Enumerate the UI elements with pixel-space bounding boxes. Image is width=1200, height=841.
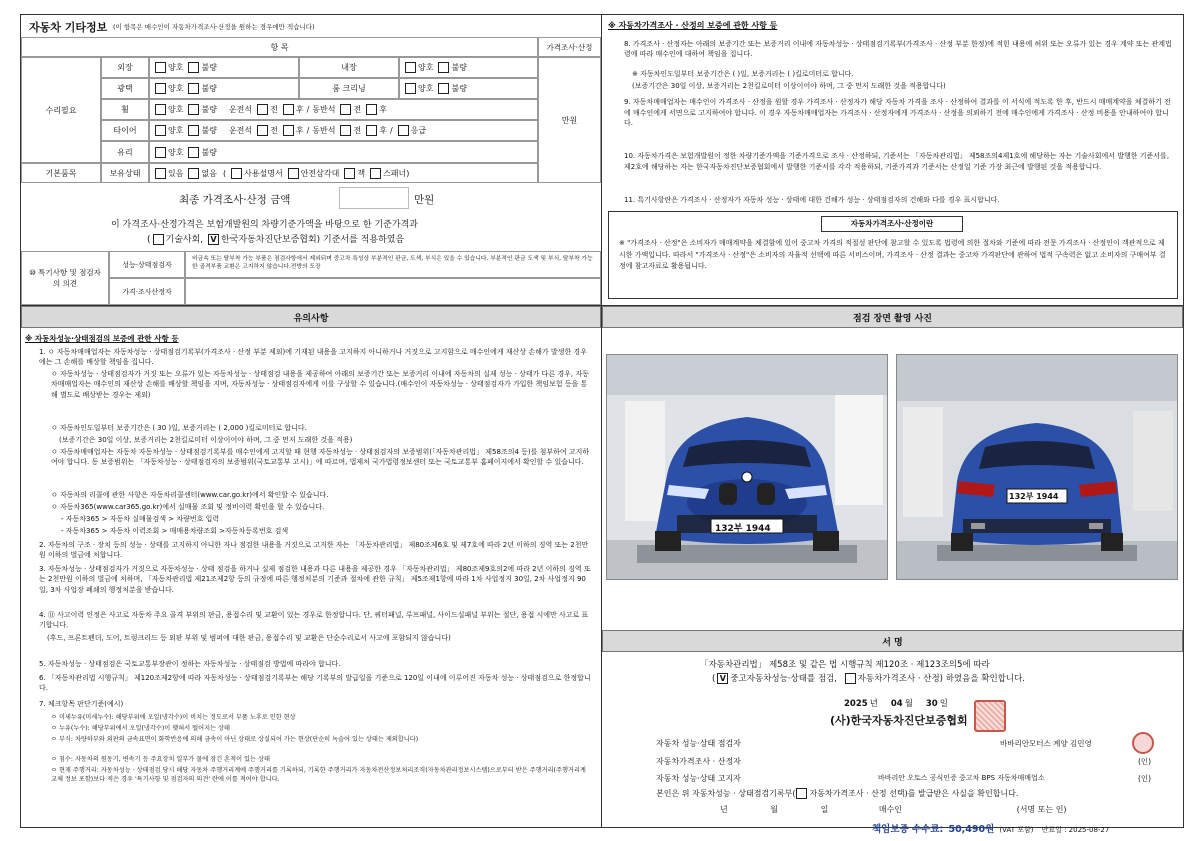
price-definition-title: 자동차가격조사·산정이란 bbox=[850, 219, 934, 228]
fee-expiry: 만료일 : 2025-08-27 bbox=[1041, 826, 1110, 834]
sign-price-checkbox[interactable] bbox=[845, 673, 856, 684]
wheel-passenger-rear-checkbox[interactable] bbox=[366, 104, 377, 115]
tire-emergency-checkbox[interactable] bbox=[398, 125, 409, 136]
opt-label: 양호 bbox=[168, 105, 184, 114]
price-warranty-item-11: 11. 특기사항란은 가격조사 · 산정자가 자동차 성능 · 상태에 대한 건해가 성능 · 상태점검자의 건해와 다를 경우 표시합니다. bbox=[624, 196, 1000, 204]
room-good-checkbox[interactable] bbox=[405, 83, 416, 94]
fee-vat: (VAT 포함) bbox=[999, 826, 1034, 834]
sign-notice bbox=[656, 788, 1018, 799]
fee-value: 50,490원 bbox=[948, 824, 995, 835]
vertical-divider bbox=[601, 15, 602, 827]
opt-label: 양호 bbox=[168, 147, 184, 157]
notes-item-1d: (보증기간은 30일 이상, 보증거리는 2천킬로미터 이상이어야 하며, 그 중 먼저 도래한 것을 적용) bbox=[59, 436, 353, 444]
sign-used-car-checkbox[interactable]: V bbox=[717, 673, 728, 684]
front-plate-text: 132부 1944 bbox=[715, 524, 771, 534]
notes-item-4: 4. ⑪ 사고이력 인정은 사고로 자동차 주요 골격 부위의 판금, 용접수리 및 교환이 있는 경우로 한정합니다. 단, 쿼터패널, 루프패널, 사이드실패널 부위는 절단, 용접 시에만 사고로 표기합니다. bbox=[39, 611, 589, 630]
spanner-checkbox[interactable] bbox=[370, 168, 381, 179]
price-warranty-item-8-period: ※ 자동차인도일부터 보증기간은 ( )일, 보증거리는 ( )킬로미터로 합니다. bbox=[632, 70, 854, 78]
buyer-label: 매수인 bbox=[878, 805, 903, 814]
opt-label: 양호 bbox=[168, 126, 184, 135]
price-warranty-title: ※ 자동차가격조사 · 산정의 보증에 관한 사항 등 bbox=[608, 21, 778, 30]
notes-item-1c: ㅇ 자동차인도일부터 보증기간은 ( 30 )일, 보증거리는 ( 2,000 )킬로미터로 합니다. bbox=[51, 424, 307, 432]
price-warranty-item-8: 8. 가격조사 · 산정자는 아래의 보증기간 또는 보증거리 이내에 자동차성능 · 상태점검기록부(가격조사 · 산정 부분 한정)에 적힌 내용에 허위 또는 오류가 있는 경우 계약 또는 관계법령에 따라 매수인에 대하여 책임을 집니다. bbox=[624, 40, 1172, 58]
exterior-bad-checkbox[interactable] bbox=[188, 62, 199, 73]
notes-item-1f: ㅇ 자동차의 리콜에 관한 사항은 자동차리콜센터(www.car.go.kr)에서 확인할 수 있습니다. bbox=[51, 491, 329, 499]
notes-subtitle: ※ 자동차성능·상태점검의 보증에 관한 사항 등 bbox=[25, 334, 179, 343]
final-price-input[interactable] bbox=[339, 187, 409, 209]
notes-header-label: 유의사항 bbox=[293, 313, 329, 324]
opt-label: 양호 bbox=[418, 63, 434, 72]
opt-label: 후 bbox=[295, 126, 304, 135]
opt-label: 양호 bbox=[418, 84, 434, 93]
basis-options: ( 기술사회, V 한국자동차진단보증협회) 기준서를 적용하였음 bbox=[147, 235, 405, 245]
basic-none-checkbox[interactable] bbox=[188, 168, 199, 179]
opt-label: 불량 bbox=[201, 63, 217, 72]
fee-row bbox=[872, 817, 1183, 835]
perf-label: 성능·상태점검자 bbox=[122, 260, 172, 269]
price-warranty-item-8-note: (보증기간은 30일 이상, 보증거리는 2천킬로미터 이상이어야 하며, 그 중 먼저 도래한 것을 적용합니다) bbox=[632, 82, 946, 90]
tire-driver-front-checkbox[interactable] bbox=[257, 125, 268, 136]
other-info-note: (이 항목은 매수인이 자동차가격조사·산정을 원하는 경우에만 적습니다) bbox=[113, 23, 315, 31]
opt-label: 후 bbox=[379, 126, 387, 135]
manual-checkbox[interactable] bbox=[231, 168, 242, 179]
header-price-label: 가격조사·산정 bbox=[546, 42, 593, 52]
sign-day: 30 bbox=[925, 699, 938, 709]
car-rear-illustration bbox=[897, 355, 1177, 579]
other-info-title: 자동차 기타정보 bbox=[29, 21, 108, 34]
role2-value: (인) bbox=[1138, 757, 1152, 766]
car-front-photo bbox=[606, 354, 888, 580]
opt-label: 전 bbox=[270, 126, 278, 135]
price-column bbox=[538, 57, 601, 183]
row-wheel-opts: 양호 불량 운전석 전 후 / 동반석 전 후 bbox=[149, 99, 538, 120]
opt-label: 후 bbox=[295, 105, 304, 114]
row-exterior-opts bbox=[149, 57, 299, 78]
sign-notice-checkbox[interactable] bbox=[796, 788, 807, 799]
glass-good-checkbox[interactable] bbox=[155, 147, 166, 158]
role3-seal: (인) bbox=[1138, 774, 1152, 783]
row-room-name bbox=[299, 78, 399, 99]
row-exterior-label: 외장 bbox=[117, 63, 133, 72]
triangle-checkbox[interactable] bbox=[288, 168, 299, 179]
notes-item-1h: - 자동차365 > 자동차 실매물검색 > 차량번호 입력 bbox=[61, 515, 220, 523]
sign-month-unit: 월 bbox=[904, 699, 913, 709]
driver-seat-label: 운전석 bbox=[228, 105, 253, 114]
tire-driver-rear-checkbox[interactable] bbox=[283, 125, 294, 136]
group-basic bbox=[21, 163, 101, 183]
basis-opt2-label: 한국자동차진단보증협회 bbox=[221, 235, 317, 245]
sign-buyer-row bbox=[720, 804, 1180, 815]
sign-day-unit: 일 bbox=[939, 699, 948, 709]
notes-item-1b: ㅇ 자동차성능 · 상태점검자가 거짓 또는 오류가 있는 자동차성능 · 상태점검 내용을 제공하여 아래의 보증기간 또는 보증거리 이내에 자동차의 실제 성능 · 상태가 다른 경우, 자동차매매업자는 매수인의 재산상 손해를 배상할 책임을 지며, 자동차성능 · 상태점검자에게 이를 구상할 수 있습니다.(매수인이 자동차성능 · 상태점검자가 가입한 책임보험 등을 통해 별도로 배상받는 경우는 제외) bbox=[51, 370, 589, 399]
basic-status-label: 보유상태 bbox=[109, 168, 141, 178]
wheel-driver-front-checkbox[interactable] bbox=[257, 104, 268, 115]
wheel-good-checkbox[interactable] bbox=[155, 104, 166, 115]
notes-item-3: 3. 자동차성능 · 상태점검자가 거짓으로 자동차성능 · 상태 점검을 하거나 실제 점검한 내용과 다른 내용을 제공한 경우 「자동차관리법」 제80조제9호의2에 따라 2년 이하의 징역 또는 2천만원 이하의 벌금에 처하며, 「자동차관리법 제21조제2항 등의 규정에 따른 행정처분의 기준과 절차에 관한 규칙」 제5조제1항에 따라 1차 사업정지 30일, 2차 사업정지 90일, 3차 사업장 폐쇄의 행정처분을 받습니다. bbox=[39, 565, 591, 594]
role3-value: 바바리안 오토스 공식인증 중고차 BPS 자동차매매업소 bbox=[878, 774, 1045, 782]
opt-label: 안전삼각대 bbox=[300, 168, 340, 178]
sign-notice-suffix: 자동차가격조사 · 산정 선택)를 발급받은 사실을 확인합니다. bbox=[809, 789, 1019, 798]
sign-org: (사)한국자동차진단보증협회 bbox=[830, 714, 968, 727]
row-glass-opts bbox=[149, 141, 538, 163]
price-definition-title-box bbox=[821, 216, 963, 232]
row-interior-name bbox=[299, 57, 399, 78]
row-gloss-label: 광택 bbox=[117, 84, 133, 93]
notes-item-2: 2. 자동차의 구조 · 장치 등의 성능 · 상태를 고지하지 아니한 자나 점검한 내용을 거짓으로 고지한 자는 「자동차관리법」 제80조제6호 및 제7호에 따라 2년 이하의 징역 또는 2천만원 이하의 벌금에 처합니다. bbox=[39, 541, 589, 560]
role2-label: 자동차가격조사 · 산정자 bbox=[656, 757, 741, 766]
room-bad-checkbox[interactable] bbox=[438, 83, 449, 94]
row-gloss-opts bbox=[149, 78, 299, 99]
opt-label: 있음 bbox=[168, 168, 184, 178]
row-room-opts bbox=[399, 78, 538, 99]
price-column-unit: 만원 bbox=[561, 115, 578, 125]
driver-seat-label: 운전석 bbox=[228, 126, 253, 135]
sign-header bbox=[602, 630, 1183, 652]
tire-passenger-front-checkbox[interactable] bbox=[340, 125, 351, 136]
role1-value: 바바리안모터스 계양 김민영 bbox=[1000, 739, 1092, 748]
row-tire-name bbox=[101, 120, 149, 141]
final-price-unit: 만원 bbox=[414, 194, 435, 206]
rear-plate-text: 132부 1944 bbox=[1009, 492, 1059, 501]
group-repair bbox=[21, 57, 101, 163]
inspection-document bbox=[20, 14, 1184, 835]
passenger-seat-label: 동반석 bbox=[312, 105, 336, 114]
notes-item-7: 7. 체크항목 판단기준(예시) bbox=[39, 700, 124, 708]
opt-label: 불량 bbox=[451, 84, 467, 93]
opt-label: 전 bbox=[353, 126, 362, 135]
row-wheel-label: 휠 bbox=[121, 105, 129, 114]
photos-header-label: 점검 장면 촬영 사진 bbox=[853, 313, 932, 324]
header-price bbox=[538, 37, 601, 57]
car-rear-photo bbox=[896, 354, 1178, 580]
criteria-5: ㅇ 현재 주행거리: 자동차성능 · 상태점검 당시 해당 자동차 주행거리계에 주행거리를 기록하되, 기록한 주행거리가 자동차전산정보처리조직(자동차관리정보시스템)으로부터 받은 주행거리(주행거리계 교체 정보 포함)보다 적은 경우 '특기사항 및 점검자의 의견' 란에 이를 적어야 합니다. bbox=[51, 767, 586, 783]
opt-label: 없음 bbox=[201, 168, 217, 178]
basic-status-name bbox=[101, 163, 149, 183]
price-warranty-item-10: 10. 자동차가격은 보험개발원이 정한 차량기준가액을 기준가격으로 조사 · 산정하되, 기준서는 「자동차관리법」 제58조의4제1호에 해당하는 자는 기술사회에서 발행한 기준서를, 제2호에 해당하는 자는 한국자동차진단보증협회에서 발행한 기준서를 각각 적용하되, 기준가격과 기준서는 산정일 기준 가장 최근에 발행된 것을 적용합니다. bbox=[624, 152, 1170, 171]
tire-passenger-rear-checkbox[interactable] bbox=[366, 125, 377, 136]
car-front-illustration bbox=[607, 355, 887, 579]
opt-label: 불량 bbox=[201, 84, 217, 93]
opt-label: 불량 bbox=[201, 105, 217, 114]
criteria-2: ㅇ 누유(누수): 해당부위에서 오일(냉각수)이 맺혀서 떨어지는 상태 bbox=[51, 725, 230, 732]
role3-label: 자동차 성능·상태 고지자 bbox=[656, 774, 741, 783]
special-label: ⑩ 특기사항 및 점검자의 의견 bbox=[29, 268, 101, 288]
gloss-good-checkbox[interactable] bbox=[155, 83, 166, 94]
opt-label: 양호 bbox=[168, 63, 184, 72]
notes-item-1e: ㅇ 자동차매매업자는 자동차 자동차성능 · 상태점검기록부를 매수인에게 고지할 때 현행 자동차성능 · 상태점검자의 보증범위(「자동차관리법」 제58조의4 등)를 첨부하여 고지하여야 합니다. 동 보증범위는 「자동차성능 · 상태점검자의 보증범위(국토교통부 고시)」에 따르며, 법제처 국가법령정보센터 또는 국토교통부 홈페이지에서 확인할 수 있습니다. bbox=[51, 448, 590, 467]
group-repair-label: 수리필요 bbox=[45, 105, 77, 115]
row-interior-opts bbox=[399, 57, 538, 78]
opt-label: 전 bbox=[270, 105, 278, 114]
perf-text-cell bbox=[185, 251, 601, 278]
criteria-1: ㅇ 미세누유(미세누수): 해당부위에 오일(냉각수)이 비치는 정도로서 부품 노후로 인한 현상 bbox=[51, 714, 296, 721]
sign-date bbox=[844, 697, 948, 709]
notes-item-4b: (후드, 프론트펜더, 도어, 트렁크리드 등 외판 부위 및 범퍼에 대한 판금, 용접수리 및 교환은 단순수리로서 사고에 포함되지 않습니다) bbox=[47, 634, 451, 642]
sign-header-label: 서 명 bbox=[882, 637, 903, 648]
special-label-cell bbox=[21, 251, 109, 305]
price-label: 가격·조사산정자 bbox=[122, 287, 172, 296]
opt-label: 불량 bbox=[201, 126, 217, 135]
basis-opt1-label: 기술사회, bbox=[165, 235, 204, 245]
price-definition-box bbox=[608, 211, 1178, 299]
tire-bad-checkbox[interactable] bbox=[188, 125, 199, 136]
perf-label-cell bbox=[109, 251, 185, 278]
notes-section bbox=[21, 306, 602, 827]
other-info-section bbox=[21, 15, 602, 305]
row-gloss-name bbox=[101, 78, 149, 99]
notes-header bbox=[21, 306, 601, 328]
jack-checkbox[interactable] bbox=[344, 168, 355, 179]
buyer-day: 일 bbox=[820, 805, 829, 814]
row-tire-label: 타이어 bbox=[113, 126, 137, 135]
row-wheel-name bbox=[101, 99, 149, 120]
interior-bad-checkbox[interactable] bbox=[438, 62, 449, 73]
passenger-seat-label: 동반석 bbox=[312, 126, 336, 135]
other-info-title-bar bbox=[21, 15, 601, 38]
notes-item-5: 5. 자동차성능 · 상태점검은 국토교통부장관이 정하는 자동차성능 · 상태점검 방법에 따라야 합니다. bbox=[39, 660, 341, 668]
opt-label: 후 bbox=[379, 105, 387, 114]
buyer-sign: (서명 또는 인) bbox=[1016, 805, 1067, 814]
wheel-passenger-front-checkbox[interactable] bbox=[340, 104, 351, 115]
opt-label: 양호 bbox=[168, 84, 184, 93]
notes-item-1g: ㅇ 자동차365(www.car365.go.kr)에서 실매물 조회 및 정비이력 확인을 할 수 있습니다. bbox=[51, 503, 325, 511]
sign-line1: 「자동차관리법」 제58조 및 같은 법 시행규칙 제120조 · 제123조의5에 따라 bbox=[700, 660, 990, 670]
buyer-month: 월 bbox=[770, 805, 779, 814]
notes-item-1: 1. ㅇ 자동차매매업자는 자동차성능 · 상태점검기록부(가격조사 · 산정 부분 제외)에 기재된 내용을 고지하지 아니하거나 거짓으로 고지함으로 매수인에게 재산상 손해가 발생한 경우에는 그 손해를 배상할 책임을 집니다. bbox=[39, 348, 587, 367]
criteria-4: ㅇ 침수: 자동차의 원동기, 변속기 등 주요장치 일부가 물에 잠긴 흔적이 있는 상태 bbox=[51, 756, 270, 763]
row-exterior-name bbox=[101, 57, 149, 78]
header-item bbox=[21, 37, 538, 57]
row-glass-label: 유리 bbox=[117, 147, 133, 157]
row-glass-name bbox=[101, 141, 149, 163]
basic-status-opts: 있음 없음 ( 사용설명서 안전삼각대 잭 스패너 ) bbox=[149, 163, 538, 183]
perf-text: 비금속 또는 탈부착 가능 부품은 점검사항에서 제외되며 중고차 특성상 부분적인 판금, 도색, 부식은 있을 수 있습니다. 부분적인 판금 도색 및 부식, 탈부착 가능한 골격부품 교환은 고지하지 않습니다.전방의 도장 bbox=[192, 256, 593, 270]
row-tire-opts: 양호 불량 운전석 전 후 / 동반석 전 후 / 응급 bbox=[149, 120, 538, 141]
price-warranty-section bbox=[602, 15, 1183, 305]
opt-label: 전 bbox=[353, 105, 362, 114]
sign-open-paren: ( bbox=[712, 674, 716, 684]
opt-label: 불량 bbox=[451, 63, 467, 72]
opt-label: 응급 bbox=[410, 126, 427, 135]
notes-item-6: 6. 「자동차관리법 시행규칙」 제120조제2항에 따라 자동차성능 · 상태점검기록부는 해당 기록부의 발급일을 기준으로 120일 이내에 이루어진 자동차 성능 · 상태점검으로 한정합니다. bbox=[39, 674, 591, 693]
price-text-cell bbox=[185, 278, 601, 305]
fee-label: 책임보증 수수료: bbox=[872, 824, 944, 835]
basis-text: 이 가격조사·산정가격은 보험개발원의 차량기준가액을 바탕으로 한 기준가격과 bbox=[111, 220, 418, 230]
interior-good-checkbox[interactable] bbox=[405, 62, 416, 73]
exterior-good-checkbox[interactable] bbox=[155, 62, 166, 73]
sign-year: 2025 bbox=[844, 699, 868, 709]
sign-line2 bbox=[712, 672, 1025, 684]
photos-header bbox=[602, 306, 1183, 328]
final-price-row bbox=[21, 187, 601, 211]
sign-month: 04 bbox=[890, 699, 903, 709]
tire-good-checkbox[interactable] bbox=[155, 125, 166, 136]
price-label-cell bbox=[109, 278, 185, 305]
basic-have-checkbox[interactable] bbox=[155, 168, 166, 179]
header-item-label: 항 목 bbox=[270, 42, 289, 52]
opt-label: 불량 bbox=[201, 147, 217, 157]
role1-label: 자동차 성능·상태 점검자 bbox=[656, 739, 741, 748]
sign-opt1-label: 중고자동차성능·상태를 점검, bbox=[730, 674, 837, 684]
glass-bad-checkbox[interactable] bbox=[188, 147, 199, 158]
criteria-3: ㅇ 부식: 차량하부와 외판의 금속표면이 화학반응에 의해 금속이 아닌 상태로 상실되어 가는 현상(단순히 녹슬어 있는 상태는 제외합니다) bbox=[51, 736, 419, 743]
opt-label: 잭 bbox=[357, 168, 366, 178]
photo-sign-section bbox=[602, 306, 1183, 835]
sign-opt2-label: 자동차가격조사 · 산정) 하였음을 확인합니다. bbox=[857, 674, 1025, 684]
price-warranty-item-9: 9. 자동차매매업자는 매수인이 가격조사 · 산정을 원할 경우 가격조사 · 산정자가 해당 자동차 가격을 조사 · 산정하여 결과를 이 서식에 적도록 한 후, 반드시 매매계약을 체결하기 전에 매수인에게 서면으로 고지하여야 합니다. 이 경우 자동차매매업자는 가격조사 · 산정자에게 가격조사 · 산정을 의뢰하기 전에 매수인에게 가격조사 · 산정 비용을 안내하여야 합니다. bbox=[624, 98, 1171, 127]
basis-tail-label: ) 기준서를 적용하였음 bbox=[316, 235, 405, 245]
group-basic-label: 기본품목 bbox=[45, 168, 77, 178]
opt-label: 사용설명서 bbox=[244, 168, 283, 178]
sign-year-unit: 년 bbox=[869, 699, 878, 709]
buyer-year: 년 bbox=[720, 805, 728, 814]
basis-kads-checkbox[interactable]: V bbox=[208, 234, 219, 245]
wheel-bad-checkbox[interactable] bbox=[188, 104, 199, 115]
role1-seal-icon bbox=[1132, 732, 1154, 754]
sign-notice-prefix: 본인은 위 자동차성능 · 상태점검기록부( bbox=[656, 789, 796, 798]
row-interior-label: 내장 bbox=[341, 63, 357, 72]
gloss-bad-checkbox[interactable] bbox=[188, 83, 199, 94]
final-price-label: 최종 가격조사·산정 금액 bbox=[179, 194, 291, 206]
wheel-driver-rear-checkbox[interactable] bbox=[283, 104, 294, 115]
notes-item-1i: - 자동차365 > 자동차 이력조회 > 매매용차량조회 >자동차등록번호 검색 bbox=[61, 527, 289, 535]
org-seal-icon bbox=[974, 700, 1006, 732]
row-room-label: 룸 크리닝 bbox=[332, 84, 366, 93]
price-definition-text: ※ "가격조사 · 산정"은 소비자가 매매계약을 체결함에 있어 중고차 가격의 적절성 판단에 참고할 수 있도록 법령에 의한 절차와 기준에 따라 전문 가격조사 · 산정인이 객관적으로 제시한 가액입니다. 따라서 "가격조사 · 산정"은 소비자의 자율적 선택에 따른 서비스이며, 가격조사 · 산정 결과는 중고차 가격판단에 관하여 법적 구속력은 없고 소비자의 구매여부 결정에 참고자료로 활용됩니다. bbox=[619, 239, 1166, 270]
opt-label: 스패너 bbox=[383, 168, 407, 178]
basis-tech-checkbox[interactable] bbox=[153, 234, 164, 245]
